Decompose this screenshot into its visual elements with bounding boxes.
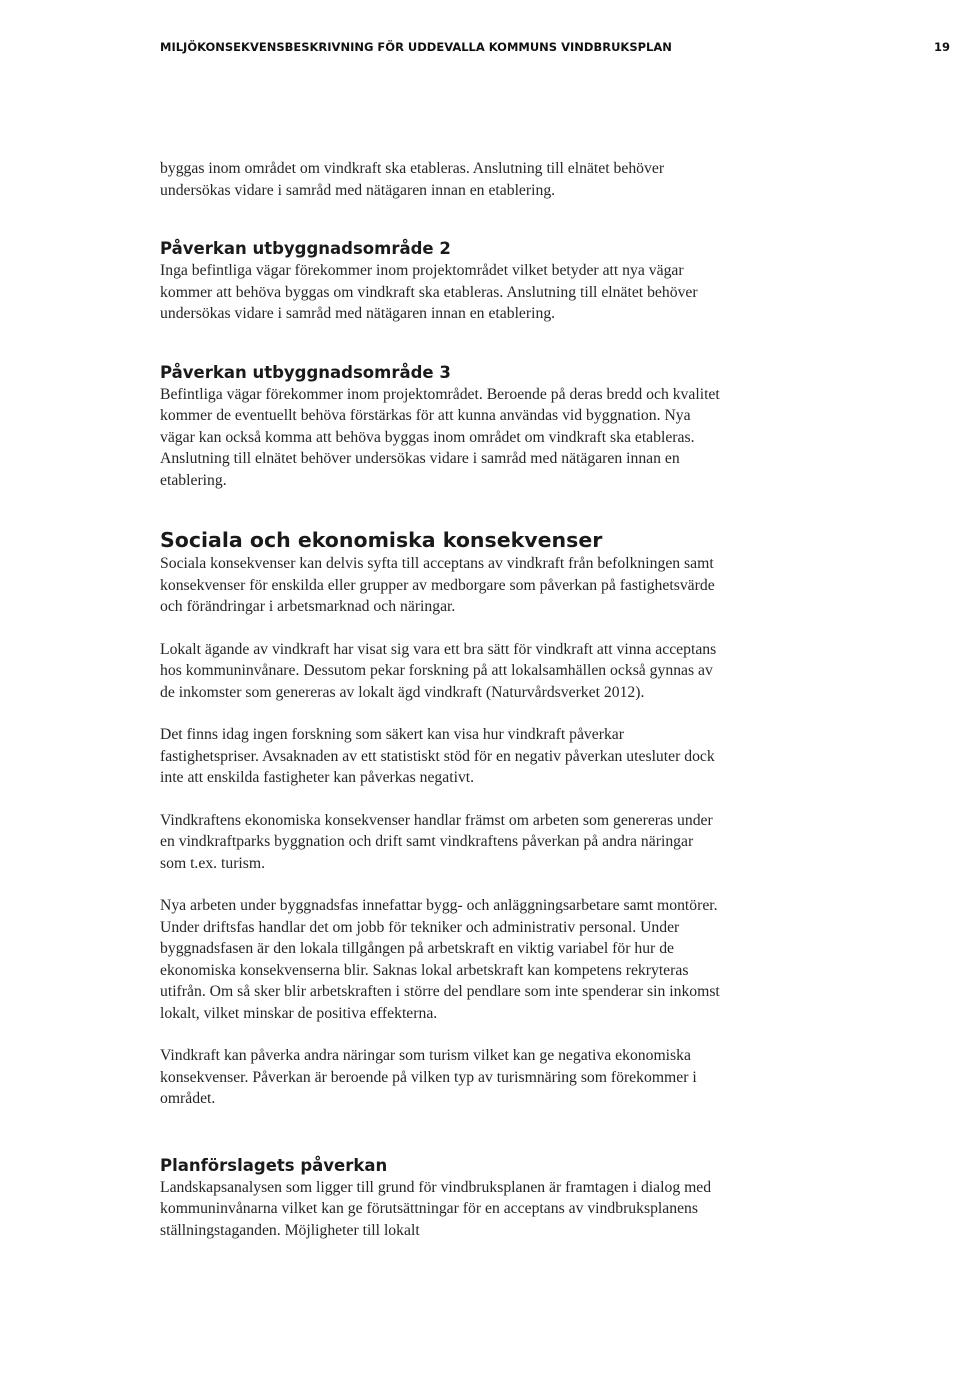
section-heading-plan-impact: Planförslagets påverkan	[160, 1155, 388, 1175]
social-paragraph-5: Nya arbeten under byggnadsfas innefattar bygg- och anläggningsarbetare samt montörer. Under driftsfas handlar det om jobb för tekniker och administrativ personal. Under byggnadsfasen är den lokala tillgången på arbetskraft en viktig variabel för hur de ekonomiska konsekvenserna blir. Saknas lokal arbetskraft kan kompetens rekryteras utifrån. Om så sker blir arbetskraften i större del pendlare som inte spenderar sin inkomst lokalt, vilket minskar de positiva effekterna.	[160, 897, 720, 1022]
area-2-paragraph: Inga befintliga vägar förekommer inom projektområdet vilket betyder att nya vägar kommer att behöva byggas om vindkraft ska etableras. Anslutning till elnätet behöver undersökas vidare i samråd med nätägaren innan en etablering.	[160, 262, 698, 322]
section-heading-area-2: Påverkan utbyggnadsområde 2	[160, 239, 451, 258]
social-paragraph-4: Vindkraftens ekonomiska konsekvenser handlar främst om arbeten som genereras under en vindkraftparks byggnation och drift samt vindkraftens påverkan på andra näringar som t.ex. turism.	[160, 811, 713, 872]
section-heading-social-economic: Sociala och ekonomiska konsekvenser	[160, 528, 603, 552]
section-heading-area-3: Påverkan utbyggnadsområde 3	[160, 362, 451, 382]
social-paragraph-6: Vindkraft kan påverka andra näringar som turism vilket kan ge negativa ekonomiska konsekvenser. Påverkan är beroende på vilken typ av turismnäring som förekommer i området.	[160, 1047, 697, 1107]
main-content	[160, 158, 720, 1241]
intro-paragraph: byggas inom området om vindkraft ska etableras. Anslutning till elnätet behöver undersökas vidare i samråd med nätägaren innan en etablering.	[160, 160, 665, 199]
document-title: MILJÖKONSEKVENSBESKRIVNING FÖR UDDEVALLA KOMMUNS VINDBRUKSPLAN	[160, 40, 672, 54]
social-paragraph-1: Sociala konsekvenser kan delvis syfta till acceptans av vindkraft från befolkningen samt konsekvenser för enskilda eller grupper av medborgare som påverkan på fastighetsvärde och förändringar i arbetsmarknad och näringar.	[160, 555, 715, 615]
social-paragraph-3: Det finns idag ingen forskning som säkert kan visa hur vindkraft påverkar fastighetspriser. Avsaknaden av ett statistiskt stöd för en negativ påverkan utesluter dock inte att enskilda fastigheter kan påverkas negativt.	[160, 726, 715, 786]
social-paragraph-2: Lokalt ägande av vindkraft har visat sig vara ett bra sätt för vindkraft att vinna acceptans hos kommuninvånare. Dessutom pekar forskning på att lokalsamhällen också gynnas av de inkomster som genereras av lokalt ägd vindkraft (Naturvårdsverket 2012).	[160, 640, 717, 701]
plan-impact-paragraph: Landskapsanalysen som ligger till grund för vindbruksplanen är framtagen i dialog med kommuninvånarna vilket kan ge förutsättningar för en acceptans av vindbruksplanens ställningstaganden. Möjligheter till lokalt	[160, 1178, 712, 1239]
running-header	[160, 40, 950, 54]
page-number: 19	[933, 40, 950, 54]
area-3-paragraph: Befintliga vägar förekommer inom projektområdet. Beroende på deras bredd och kvalitet kommer de eventuellt behöva förstärkas för att kunna användas vid byggnation. Nya vägar kan också komma att behöva byggas inom området om vindkraft ska etableras. Anslutning till elnätet behöver undersökas vidare i samråd med nätägaren innan en etablering.	[160, 385, 720, 489]
